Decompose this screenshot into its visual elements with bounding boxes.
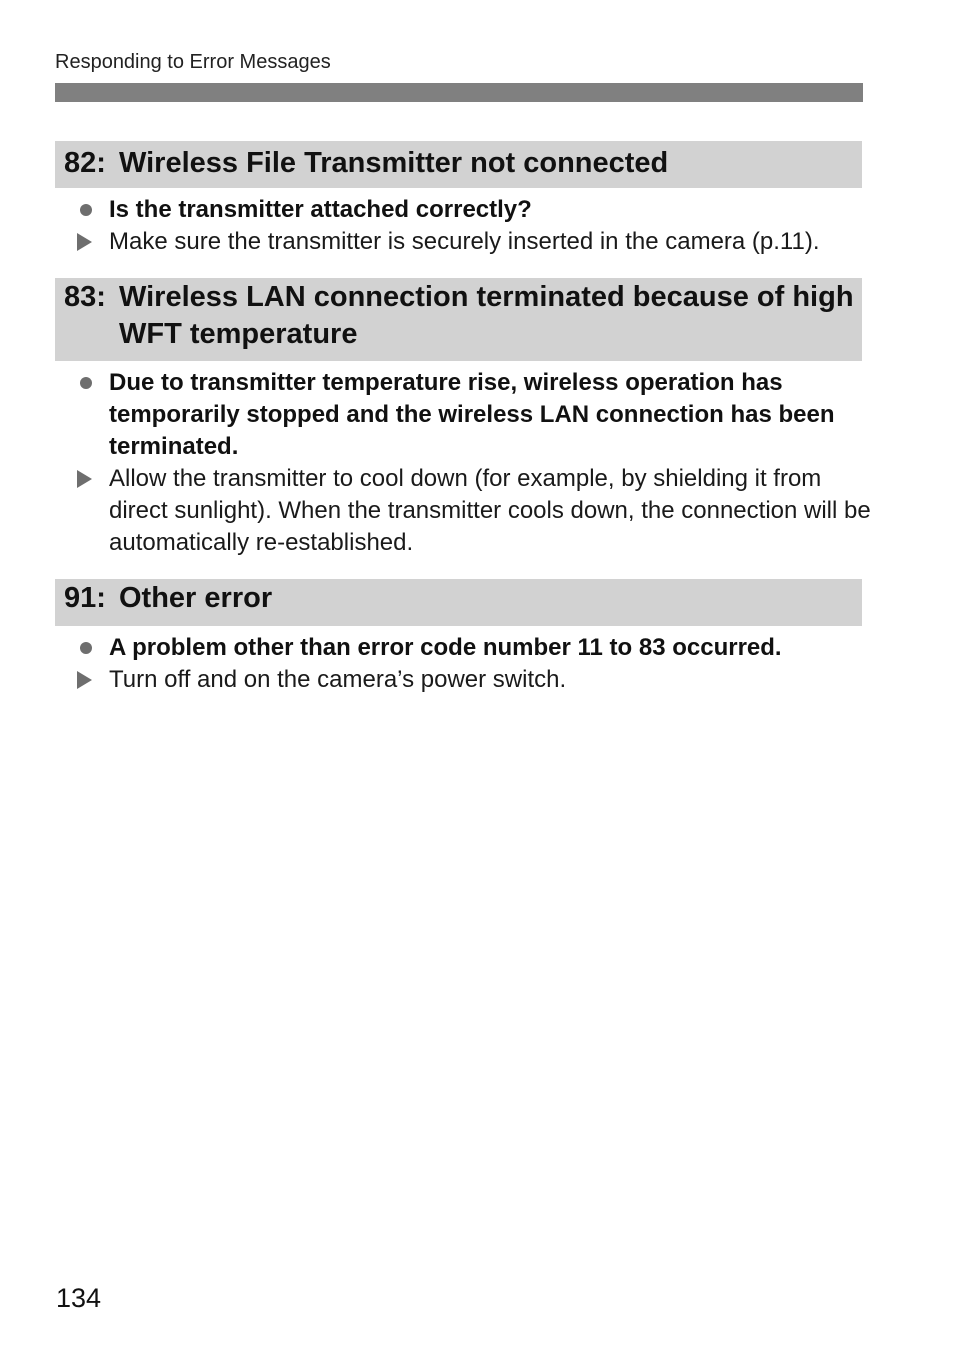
header-rule [55, 83, 863, 102]
error-code: 82: [64, 147, 106, 179]
question-item [75, 632, 875, 664]
bullet-dot-icon [80, 204, 92, 216]
question-text: Due to transmitter temperature rise, wireless operation has temporarily stopped and the wireless LAN connection has been terminated. [109, 369, 835, 460]
error-code: 83: [64, 281, 106, 313]
question-text: Is the transmitter attached correctly? [109, 196, 532, 223]
error-title: Wireless File Transmitter not connected [119, 147, 669, 179]
bullet-dot-icon [80, 377, 92, 389]
page-number: 134 [56, 1283, 102, 1313]
error-title: Other error [119, 582, 273, 614]
triangle-right-icon [77, 671, 92, 689]
section-header-82 [55, 141, 862, 188]
bullet-dot-icon [80, 642, 92, 654]
section-header-91 [55, 579, 862, 626]
triangle-right-icon [77, 470, 92, 488]
answer-text: Make sure the transmitter is securely inserted in the camera (p.11). [109, 228, 820, 255]
answer-item [75, 463, 875, 559]
answer-text: Turn off and on the camera’s power switch. [109, 666, 567, 693]
triangle-right-icon [77, 233, 92, 251]
section-header-83 [55, 278, 862, 361]
error-title: Wireless LAN connection terminated because of high WFT temperature [119, 281, 854, 350]
question-text: A problem other than error code number 11 to 83 occurred. [109, 634, 782, 661]
question-item [75, 194, 875, 226]
answer-item [75, 226, 875, 258]
running-head: Responding to Error Messages [55, 51, 331, 73]
question-item [75, 367, 875, 463]
answer-text: Allow the transmitter to cool down (for example, by shielding it from direct sunlight). When the transmitter cools down, the connection will be automatically re-established. [109, 465, 871, 556]
answer-item [75, 664, 875, 696]
error-code: 91: [64, 582, 106, 614]
